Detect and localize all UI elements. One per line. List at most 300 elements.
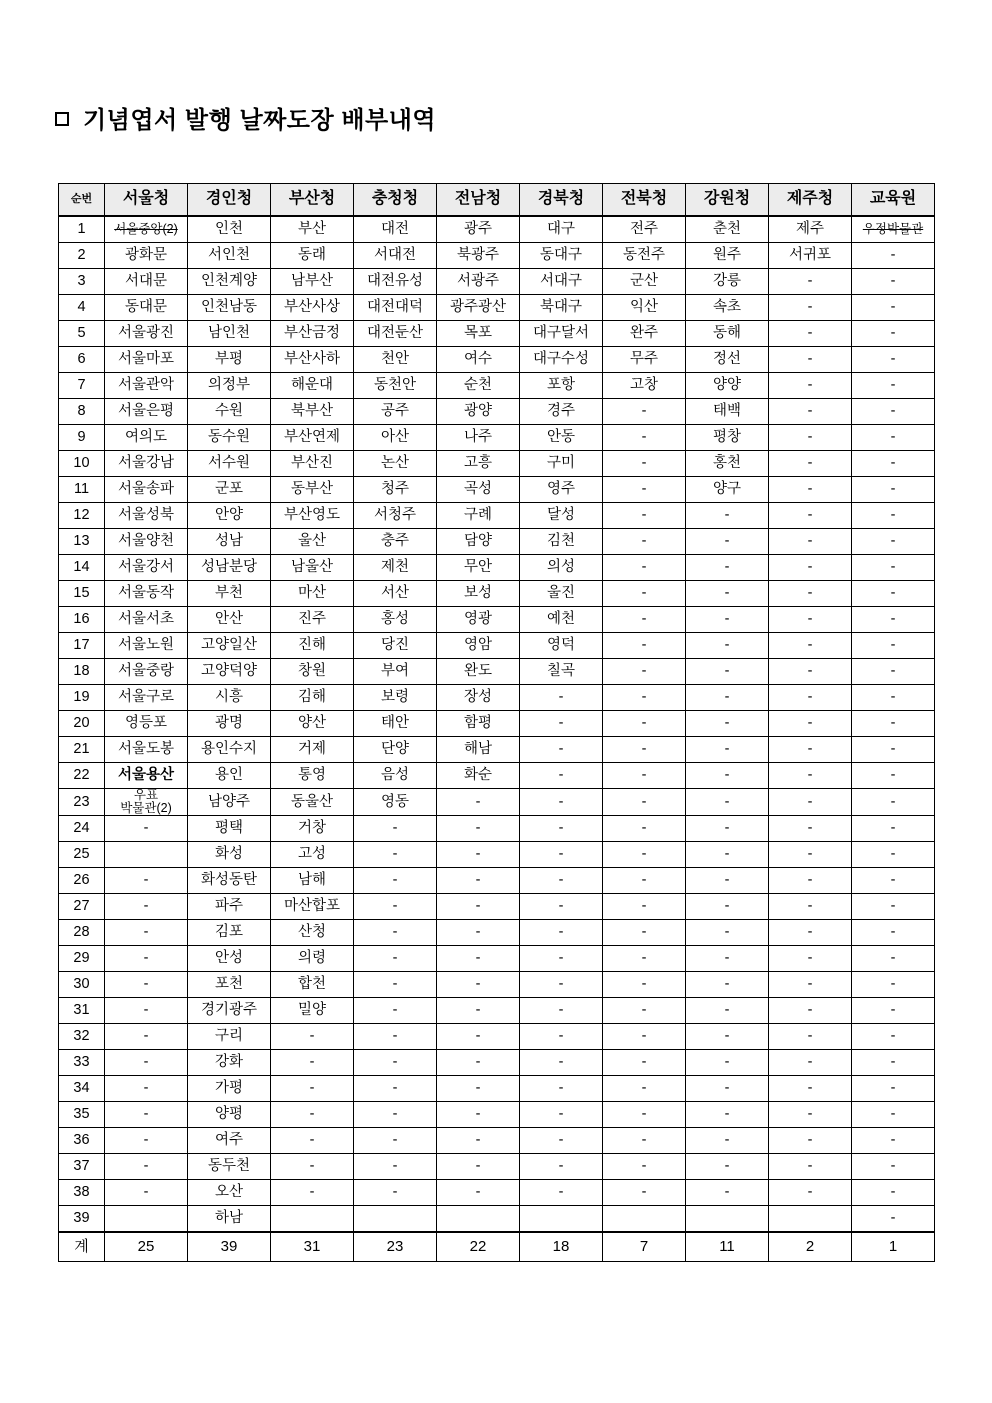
cell-office: - (105, 1050, 188, 1076)
cell-office: - (603, 1050, 686, 1076)
cell-office: - (769, 685, 852, 711)
cell-office: - (769, 1180, 852, 1206)
cell-office: 부산영도 (271, 503, 354, 529)
cell-office: 의정부 (188, 373, 271, 399)
cell-office: - (437, 1128, 520, 1154)
table-row (59, 347, 935, 373)
cell-office: - (769, 321, 852, 347)
cell-office: - (852, 1102, 935, 1128)
cell-office: - (769, 1076, 852, 1102)
cell-office: 서울도봉 (105, 737, 188, 763)
cell-office: - (852, 1128, 935, 1154)
column-header-4: 충청청 (354, 184, 437, 217)
cell-office: 마산 (271, 581, 354, 607)
column-header-3: 부산청 (271, 184, 354, 217)
table-row (59, 216, 935, 243)
cell-office: - (105, 1102, 188, 1128)
cell-office: 동수원 (188, 425, 271, 451)
cell-office: - (520, 737, 603, 763)
cell-office: 무안 (437, 555, 520, 581)
cell-office: - (437, 789, 520, 816)
cell-office: 영덕 (520, 633, 603, 659)
table-row (59, 842, 935, 868)
table-row (59, 425, 935, 451)
total-label: 계 (59, 1232, 105, 1262)
cell-office: - (686, 503, 769, 529)
cell-office: 구미 (520, 451, 603, 477)
cell-office: 부여 (354, 659, 437, 685)
cell-office: 충주 (354, 529, 437, 555)
column-header-5: 전남청 (437, 184, 520, 217)
cell-office: 서귀포 (769, 243, 852, 269)
cell-office: - (520, 711, 603, 737)
cell-office: - (769, 659, 852, 685)
cell-office: - (105, 894, 188, 920)
distribution-table-container (58, 183, 934, 1262)
cell-office: - (852, 451, 935, 477)
cell-office: 포항 (520, 373, 603, 399)
cell-office: - (852, 1154, 935, 1180)
column-header-1: 서울청 (105, 184, 188, 217)
cell-office: - (437, 816, 520, 842)
cell-office: 수원 (188, 399, 271, 425)
cell-office: - (769, 1024, 852, 1050)
cell-office: - (603, 659, 686, 685)
table-row (59, 1102, 935, 1128)
cell-seq: 29 (59, 946, 105, 972)
cell-office: 서산 (354, 581, 437, 607)
cell-office: - (852, 868, 935, 894)
cell-office: - (686, 842, 769, 868)
cell-office: 서울강남 (105, 451, 188, 477)
cell-seq: 27 (59, 894, 105, 920)
cell-office: 진주 (271, 607, 354, 633)
cell-office: 고양일산 (188, 633, 271, 659)
table-row (59, 1180, 935, 1206)
table-body (59, 216, 935, 1232)
cell-office: 여주 (188, 1128, 271, 1154)
cell-office: 동울산 (271, 789, 354, 816)
cell-office: 제천 (354, 555, 437, 581)
table-row (59, 321, 935, 347)
table-row (59, 1076, 935, 1102)
cell-office: 동두천 (188, 1154, 271, 1180)
cell-seq: 2 (59, 243, 105, 269)
cell-office: - (354, 1180, 437, 1206)
total-value: 31 (271, 1232, 354, 1262)
cell-office: 화성 (188, 842, 271, 868)
total-value: 25 (105, 1232, 188, 1262)
cell-office: 고성 (271, 842, 354, 868)
cell-office: 산청 (271, 920, 354, 946)
cell-office: 해운대 (271, 373, 354, 399)
cell-seq: 20 (59, 711, 105, 737)
cell-office (354, 1206, 437, 1233)
cell-office: 동대구 (520, 243, 603, 269)
cell-office: - (769, 451, 852, 477)
cell-office: 광양 (437, 399, 520, 425)
cell-office: 속초 (686, 295, 769, 321)
cell-office: 광화문 (105, 243, 188, 269)
cell-office: 서광주 (437, 269, 520, 295)
cell-office: 화순 (437, 763, 520, 789)
cell-office: - (686, 972, 769, 998)
cell-office: 인천계양 (188, 269, 271, 295)
cell-office: - (520, 1076, 603, 1102)
cell-office: 동해 (686, 321, 769, 347)
cell-office: 서울관악 (105, 373, 188, 399)
table-row (59, 894, 935, 920)
cell-office: - (769, 529, 852, 555)
cell-seq: 14 (59, 555, 105, 581)
cell-office: - (852, 529, 935, 555)
cell-office: - (520, 763, 603, 789)
cell-office: - (603, 633, 686, 659)
cell-seq: 32 (59, 1024, 105, 1050)
cell-office: 북부산 (271, 399, 354, 425)
cell-office: - (852, 816, 935, 842)
cell-office: - (603, 789, 686, 816)
column-header-9: 제주청 (769, 184, 852, 217)
page-title-text: 기념엽서 발행 날짜도장 배부내역 (83, 107, 437, 134)
cell-office: 보성 (437, 581, 520, 607)
cell-seq: 19 (59, 685, 105, 711)
cell-office: 파주 (188, 894, 271, 920)
cell-office: - (603, 946, 686, 972)
cell-office: - (354, 868, 437, 894)
cell-office: 서인천 (188, 243, 271, 269)
cell-seq: 36 (59, 1128, 105, 1154)
cell-office: 용인수지 (188, 737, 271, 763)
cell-office: - (437, 1076, 520, 1102)
cell-office: - (769, 347, 852, 373)
cell-office: - (354, 842, 437, 868)
cell-office: 하남 (188, 1206, 271, 1233)
cell-seq: 1 (59, 216, 105, 243)
cell-seq: 33 (59, 1050, 105, 1076)
cell-office: - (354, 894, 437, 920)
cell-office: 북대구 (520, 295, 603, 321)
cell-office: - (686, 737, 769, 763)
cell-seq: 9 (59, 425, 105, 451)
cell-office: - (852, 659, 935, 685)
cell-office: 고양덕양 (188, 659, 271, 685)
cell-office: 광명 (188, 711, 271, 737)
cell-office: 남부산 (271, 269, 354, 295)
cell-office: 남인천 (188, 321, 271, 347)
cell-office: 통영 (271, 763, 354, 789)
cell-office: - (603, 529, 686, 555)
cell-office: - (686, 581, 769, 607)
cell-office: 서울성북 (105, 503, 188, 529)
cell-office: 양구 (686, 477, 769, 503)
cell-office: - (437, 1102, 520, 1128)
table-header (59, 184, 935, 217)
cell-office: - (105, 998, 188, 1024)
cell-office: 거창 (271, 816, 354, 842)
cell-office: 평창 (686, 425, 769, 451)
cell-office: 부산연제 (271, 425, 354, 451)
page-title (55, 108, 436, 134)
cell-office: - (105, 816, 188, 842)
cell-office: - (852, 946, 935, 972)
cell-office: 오산 (188, 1180, 271, 1206)
cell-office: 춘천 (686, 216, 769, 243)
cell-office: - (354, 946, 437, 972)
cell-seq: 39 (59, 1206, 105, 1233)
cell-office: - (520, 789, 603, 816)
cell-office: 영등포 (105, 711, 188, 737)
cell-office (603, 1206, 686, 1233)
cell-office: - (520, 998, 603, 1024)
table-row (59, 789, 935, 816)
total-value: 11 (686, 1232, 769, 1262)
cell-office: 인천남동 (188, 295, 271, 321)
cell-office: - (852, 269, 935, 295)
cell-office: - (769, 425, 852, 451)
cell-office: 여의도 (105, 425, 188, 451)
cell-office: - (852, 1076, 935, 1102)
cell-seq: 35 (59, 1102, 105, 1128)
cell-office: - (105, 972, 188, 998)
cell-office: 안동 (520, 425, 603, 451)
total-row (59, 1232, 935, 1262)
cell-office: - (686, 816, 769, 842)
cell-office: 곡성 (437, 477, 520, 503)
cell-office: 부산사상 (271, 295, 354, 321)
cell-office: - (769, 607, 852, 633)
cell-office: - (354, 1076, 437, 1102)
cell-office: - (603, 1154, 686, 1180)
table-row (59, 763, 935, 789)
cell-office: - (852, 633, 935, 659)
table-row (59, 946, 935, 972)
table-row (59, 998, 935, 1024)
cell-office: - (105, 946, 188, 972)
cell-office: 동대문 (105, 295, 188, 321)
cell-office: 우표 박물관(2) (105, 789, 188, 816)
cell-office: - (686, 1102, 769, 1128)
cell-office: 양양 (686, 373, 769, 399)
cell-office: - (603, 868, 686, 894)
cell-office: 경기광주 (188, 998, 271, 1024)
cell-office: - (769, 503, 852, 529)
cell-office: 보령 (354, 685, 437, 711)
cell-office: 강화 (188, 1050, 271, 1076)
cell-office: - (852, 425, 935, 451)
cell-office: - (437, 972, 520, 998)
cell-seq: 34 (59, 1076, 105, 1102)
cell-office (105, 1206, 188, 1233)
cell-office: - (603, 607, 686, 633)
cell-office: 태안 (354, 711, 437, 737)
cell-office: - (437, 1050, 520, 1076)
column-header-2: 경인청 (188, 184, 271, 217)
table-row (59, 451, 935, 477)
cell-office: 청주 (354, 477, 437, 503)
cell-office: 서울서초 (105, 607, 188, 633)
cell-seq: 3 (59, 269, 105, 295)
cell-office: 서울용산 (105, 763, 188, 789)
column-header-8: 강원청 (686, 184, 769, 217)
table-row (59, 711, 935, 737)
cell-office: - (852, 1050, 935, 1076)
cell-office: - (520, 1154, 603, 1180)
cell-office: - (603, 1024, 686, 1050)
cell-office: - (852, 737, 935, 763)
cell-seq: 21 (59, 737, 105, 763)
cell-office: 남해 (271, 868, 354, 894)
cell-office (769, 1206, 852, 1233)
cell-office: 안산 (188, 607, 271, 633)
cell-office: 용인 (188, 763, 271, 789)
cell-office: 서울광진 (105, 321, 188, 347)
cell-office: 대구수성 (520, 347, 603, 373)
cell-office: - (686, 711, 769, 737)
cell-office: - (437, 998, 520, 1024)
cell-office: - (437, 894, 520, 920)
cell-office: 김해 (271, 685, 354, 711)
cell-office: - (852, 763, 935, 789)
cell-office: 동부산 (271, 477, 354, 503)
cell-office: 서울마포 (105, 347, 188, 373)
table-row (59, 816, 935, 842)
cell-office: - (105, 1024, 188, 1050)
cell-office: 양산 (271, 711, 354, 737)
cell-office: - (603, 816, 686, 842)
cell-office: - (520, 868, 603, 894)
cell-office: 당진 (354, 633, 437, 659)
cell-office: - (769, 816, 852, 842)
cell-office: - (852, 321, 935, 347)
cell-office: - (686, 763, 769, 789)
cell-office: - (852, 243, 935, 269)
cell-office: - (603, 711, 686, 737)
cell-office: 고창 (603, 373, 686, 399)
total-value: 22 (437, 1232, 520, 1262)
cell-office: - (686, 868, 769, 894)
cell-office: 화성동탄 (188, 868, 271, 894)
cell-office: - (852, 789, 935, 816)
total-value: 39 (188, 1232, 271, 1262)
square-bullet-icon (55, 112, 69, 126)
cell-office: 무주 (603, 347, 686, 373)
cell-office: 가평 (188, 1076, 271, 1102)
total-value: 23 (354, 1232, 437, 1262)
cell-office: - (852, 972, 935, 998)
cell-office: 서울중앙(2) (105, 216, 188, 243)
table-row (59, 295, 935, 321)
cell-office: 북광주 (437, 243, 520, 269)
cell-office: - (105, 1076, 188, 1102)
cell-office: 서대전 (354, 243, 437, 269)
table-row (59, 1154, 935, 1180)
cell-office: - (437, 920, 520, 946)
cell-seq: 26 (59, 868, 105, 894)
cell-office: 구리 (188, 1024, 271, 1050)
cell-office: 서울노원 (105, 633, 188, 659)
cell-office: - (852, 1206, 935, 1233)
cell-office: 포천 (188, 972, 271, 998)
cell-office: 해남 (437, 737, 520, 763)
cell-office: - (686, 946, 769, 972)
cell-seq: 38 (59, 1180, 105, 1206)
cell-office: - (354, 1050, 437, 1076)
cell-office: 대전둔산 (354, 321, 437, 347)
cell-office: 김포 (188, 920, 271, 946)
cell-seq: 7 (59, 373, 105, 399)
cell-office: - (354, 972, 437, 998)
cell-office: - (520, 1102, 603, 1128)
cell-office: 안양 (188, 503, 271, 529)
cell-office: - (271, 1154, 354, 1180)
cell-office: - (520, 894, 603, 920)
cell-office: - (686, 685, 769, 711)
column-header-10: 교육원 (852, 184, 935, 217)
cell-office: - (852, 998, 935, 1024)
cell-office: 부산금정 (271, 321, 354, 347)
cell-office: - (520, 946, 603, 972)
total-value: 1 (852, 1232, 935, 1262)
cell-seq: 18 (59, 659, 105, 685)
cell-office: 성남 (188, 529, 271, 555)
table-header-row (59, 184, 935, 217)
cell-office: - (769, 295, 852, 321)
cell-office: 서울강서 (105, 555, 188, 581)
cell-seq: 13 (59, 529, 105, 555)
cell-office: - (603, 399, 686, 425)
cell-office: - (686, 529, 769, 555)
cell-office: 시흥 (188, 685, 271, 711)
cell-office: 태백 (686, 399, 769, 425)
total-value: 7 (603, 1232, 686, 1262)
cell-office: - (520, 972, 603, 998)
cell-seq: 11 (59, 477, 105, 503)
cell-office: 나주 (437, 425, 520, 451)
cell-office: - (603, 737, 686, 763)
cell-office: - (354, 1024, 437, 1050)
cell-office: 울산 (271, 529, 354, 555)
cell-office: 서청주 (354, 503, 437, 529)
cell-office: - (437, 1154, 520, 1180)
table-row (59, 269, 935, 295)
cell-office: - (520, 1180, 603, 1206)
cell-office: - (852, 1024, 935, 1050)
cell-office: 제주 (769, 216, 852, 243)
cell-office: - (520, 1024, 603, 1050)
cell-office: 부산사하 (271, 347, 354, 373)
cell-office: - (603, 763, 686, 789)
cell-office: - (603, 1076, 686, 1102)
cell-office: - (520, 920, 603, 946)
cell-office: - (603, 972, 686, 998)
cell-office: 남울산 (271, 555, 354, 581)
cell-office: 장성 (437, 685, 520, 711)
cell-office: - (105, 1180, 188, 1206)
cell-office: - (852, 711, 935, 737)
cell-office: - (769, 894, 852, 920)
cell-office: - (105, 920, 188, 946)
table-row (59, 1128, 935, 1154)
cell-office: 칠곡 (520, 659, 603, 685)
cell-office: - (852, 685, 935, 711)
cell-office: - (603, 1102, 686, 1128)
cell-office: - (769, 842, 852, 868)
cell-office: - (769, 711, 852, 737)
cell-office: - (603, 425, 686, 451)
cell-office: 부천 (188, 581, 271, 607)
cell-office: 군산 (603, 269, 686, 295)
